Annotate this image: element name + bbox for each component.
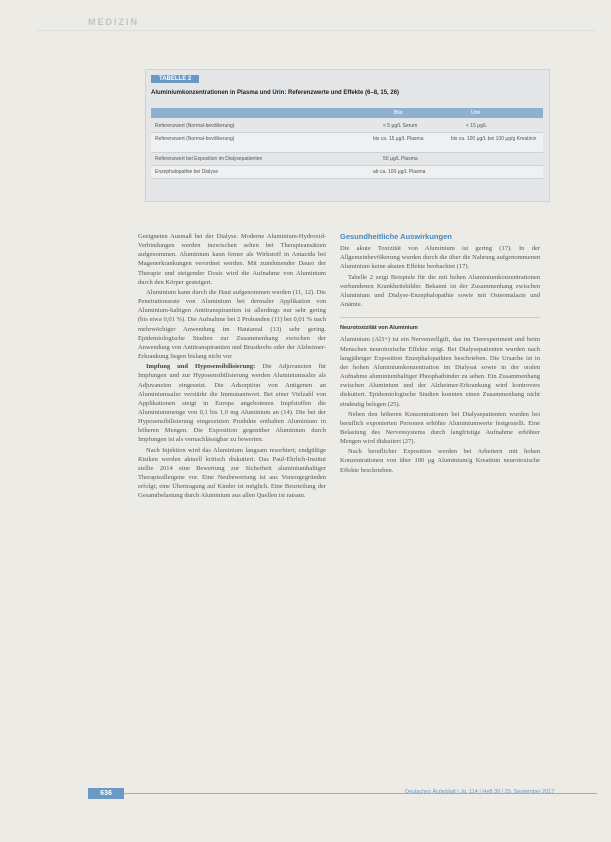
table-cell: < 15 µg/L (466, 123, 488, 129)
header-rule (36, 30, 596, 31)
right-column (340, 232, 540, 476)
subsection-heading: Neurotoxizität von Aluminium (340, 325, 418, 332)
table-header-cell: Urin (471, 110, 481, 116)
section-label: MEDIZIN (88, 17, 139, 27)
section-heading: Gesundheitliche Auswirkungen (340, 232, 452, 241)
table-caption: Aluminiumkonzentrationen in Plasma und Urin: Referenzwerte und Effekte (6–8, 15, 26) (151, 90, 400, 96)
divider (340, 317, 540, 318)
paragraph (138, 362, 326, 444)
table-cell: Referenzwert bei Exposition im Dialysepatienten (155, 156, 263, 162)
paragraph: Neben den höheren Konzentrationen bei Dialysepatienten wurden bei beruflich exponierten Personen erhöhte Aluminiumwerte festgestellt. Eine Belastung des Nervensystems durch langfristige Aufnahme erhöhter Mengen wird diskutiert (27). (340, 410, 540, 446)
paragraph: Geeigneten Ausmaß bei der Dialyse. Moderne Aluminium-Hydroxid-Verbindungen werden inzwischen selten bei Therapieansätzen aufgenommen. Aluminium kann ferner als Wirkstoff in Antazida bei Magenerkrankungen verordnet werden. Mit zunehmender Dauer der Therapie und steigender Dosis wird die Aufnahme von Aluminium durch den Körper gesteigert. (138, 233, 326, 286)
table-label: TABELLE 2 (151, 75, 199, 83)
table-cell: Enzephalopathie bei Dialyse (155, 169, 219, 175)
table-cell: Referenzwert (Normal-bevölkerung) (155, 136, 235, 142)
table-row (151, 133, 543, 153)
journal-citation: Deutsches Ärzteblatt | Jg. 114 | Heft 39 | 29. September 2017 (405, 789, 555, 795)
paragraph: Nach Injektion wird das Aluminium langsam resorbiert; endgültige Risiken werden aktuell kritisch diskutiert. Das Paul-Ehrlich-Institut stellte 2014 eine Bewertung zur Sicherheit aluminiumhaltiger Therapieallergene vor. Eine Neubewertung ist aus Vorsorgegründen erfolgt; eine Übertragung auf Kinder ist möglich. Eine Beurteilung der Gesamtbelastung durch Aluminium aus allen Quellen ist ratsam. (138, 446, 326, 500)
table-cell: bis ca. 100 µg/L bei 100 µg/g Kreatinin (451, 136, 537, 142)
table-row (151, 153, 543, 166)
paragraph: Nach beruflicher Exposition werden bei Arbeitern mit hohen Konzentrationen von über 100 µg Aluminium/g Kreatinin neurotoxische Effekte beschrieben. (340, 448, 540, 474)
paragraph: Aluminium kann durch die Haut aufgenommen werden (11, 12). Die Penetrationsrate von Aluminium bei dermaler Applikation von Aluminium-haltigen Antitranspirantien ist allerdings nur sehr gering (bis etwa 0,01 %). Die Aufnahme bei 2 Probanden (11) bei 0,01 % nach mehrwöchiger Anwendung im Hautareal (13) sehr gering. Epidemiologische Studien zur Zusammenhang zwischen der Anwendung von Antitranspirantien und Brustkrebs oder der Alzheimer-Erkrankung liegen bislang nicht vor. (138, 288, 326, 361)
table-header-cell: Blut (394, 110, 403, 116)
table-cell: < 5 µg/L Serum (383, 123, 418, 129)
table-cell: ab ca. 100 µg/L Plasma (373, 169, 426, 175)
table-cell: Referenzwert (Normal-bevölkerung) (155, 123, 235, 129)
left-column (138, 232, 326, 502)
paragraph: Aluminium (Al3+) ist ein Nervenzellgift, das im Tierexperiment und beim Menschen neurotoxische Effekte zeigt. Bei Dialysepatienten wurden nach langjähriger Exposition Enzephalopathien beschrieben. Die Ursache ist in der hohen Aluminiumkonzentration im Dialysat sowie in der oralen Aufnahme aluminiumhaltiger Phosphatbinder zu sehen. Ein Zusammenhang zwischen Aluminium und der Alzheimer-Erkrankung wird kontrovers diskutiert. Epidemiologische Studien konnten einen Zusammenhang nicht eindeutig belegen (25). (340, 336, 540, 408)
paragraph: Die akute Toxizität von Aluminium ist gering (17). In der Allgemeinbevölkerung wurden durch die über die Nahrung aufgenommenen Aluminium keine akuten Effekte beobachtet (17). (340, 245, 540, 271)
table-cell: bis ca. 15 µg/L Plasma (373, 136, 424, 142)
table-row (151, 166, 543, 179)
reference-table (145, 69, 550, 202)
table-cell: 50 µg/L Plasma (383, 156, 418, 162)
subsection-title: Impfung und Hyposensibilisierung: (146, 363, 256, 371)
table-row (151, 120, 543, 133)
table-header-row (151, 108, 543, 118)
subsection-body: Die Adjuvanzien für Impfungen und zur Hyposensibilisierung werden Aluminiumsalze als Adjuvanzien eingesetzt. Die Adsorption von Antigenen an Aluminiumsalze verstärkt die Immunantwort. Bei einer Vielzahl von Applikationen steigt in Europa angebotenen Impfstoffen die Aluminiummenge von 0,1 bis 1,0 mg Aluminium an (14). Die bei der Hyposensibilisierung eingesetzten Produkte enthalten Aluminium in höheren Mengen. Die Exposition gegenüber Aluminium durch Impfungen ist als vernachlässigbar zu bewerten. (138, 363, 327, 444)
paragraph: Tabelle 2 zeigt Beispiele für die mit hohen Aluminiumkonzentrationen verbundenen Krankheitsbilder. Bekannt ist der Zusammenhang zwischen Aluminium und Dialyse-Enzephalopathie sowie mit Osteomalazie und Anämie. (340, 273, 540, 309)
page-number: 636 (88, 788, 124, 799)
